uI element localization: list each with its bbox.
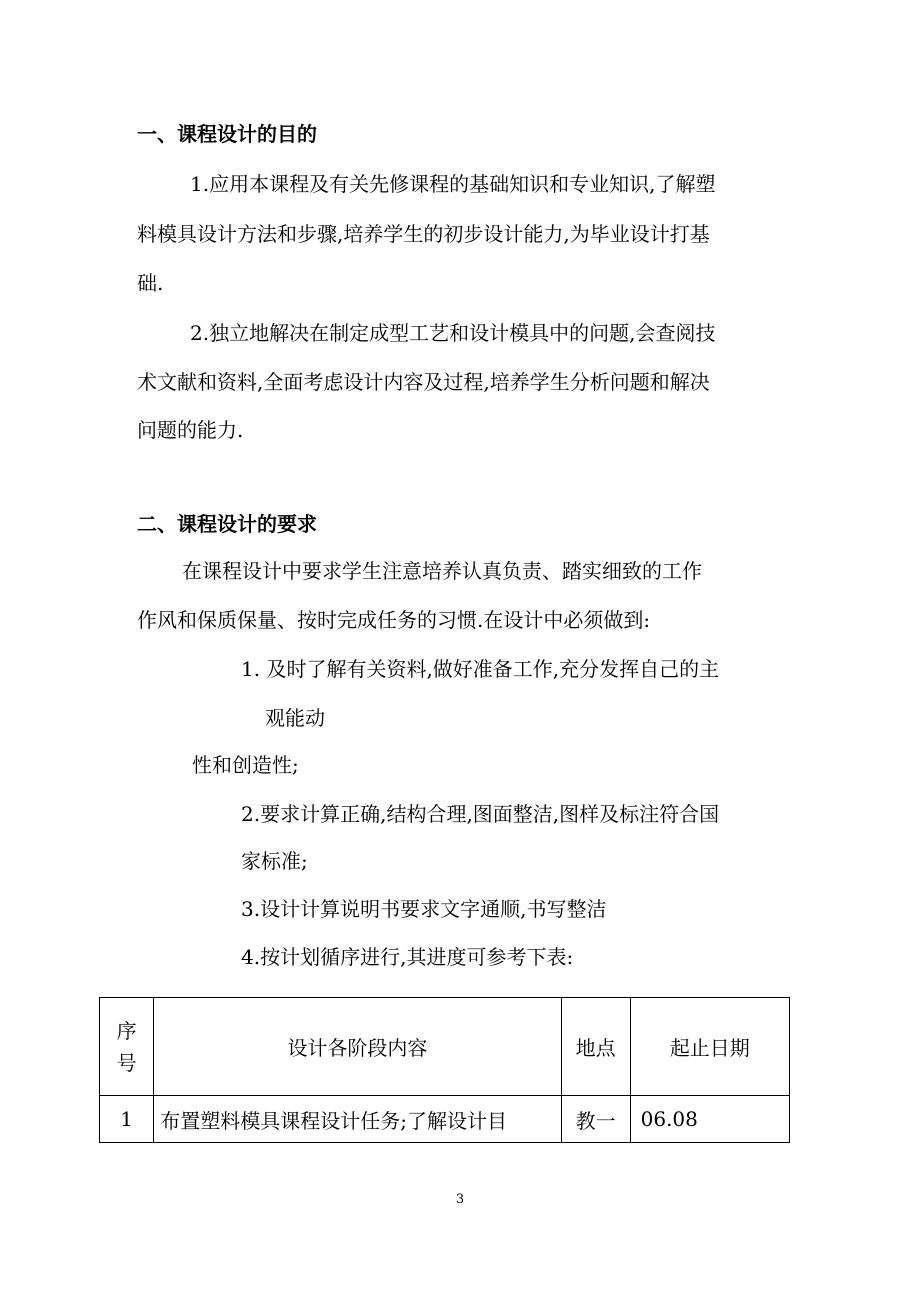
section-1-item-2-line-1: 2.独立地解决在制定成型工艺和设计模具中的问题,会查阅技 (190, 321, 716, 345)
row-date-cell: 06.08 (630, 1096, 789, 1143)
header-content-cell: 设计各阶段内容 (154, 998, 561, 1096)
requirement-1-line-3: 性和创造性; (192, 753, 299, 777)
header-number-line-2: 号 (116, 1050, 137, 1075)
requirement-1-line-1: 1. 及时了解有关资料,做好准备工作,充分发挥自己的主 (241, 657, 720, 681)
section-1-heading: 一、课程设计的目的 (137, 122, 317, 146)
table-header-row (100, 998, 790, 1096)
requirement-1-line-2: 观能动 (265, 706, 325, 730)
table-row (100, 1096, 790, 1143)
section-1-item-1-line-1: 1.应用本课程及有关先修课程的基础知识和专业知识,了解塑 (190, 172, 716, 196)
section-2-heading: 二、课程设计的要求 (137, 512, 317, 536)
section-2-intro-line-2: 作风和保质保量、按时完成任务的习惯.在设计中必须做到: (137, 608, 651, 632)
requirement-4: 4.按计划循序进行,其进度可参考下表: (241, 945, 574, 969)
requirement-2-line-1: 2.要求计算正确,结构合理,图面整洁,图样及标注符合国 (241, 802, 720, 826)
section-1-item-1-line-2: 料模具设计方法和步骤,培养学生的初步设计能力,为毕业设计打基 (137, 222, 710, 246)
section-1-item-2-line-3: 问题的能力. (137, 418, 244, 442)
page-number: 3 (455, 1192, 465, 1207)
section-2-intro-line-1: 在课程设计中要求学生注意培养认真负责、踏实细致的工作 (182, 559, 702, 583)
schedule-table (99, 997, 790, 1143)
row-content-cell: 布置塑料模具课程设计任务;了解设计目 (154, 1096, 561, 1143)
row-number-cell: 1 (100, 1096, 154, 1143)
header-date-cell: 起止日期 (630, 998, 789, 1096)
header-number-cell (100, 998, 154, 1096)
section-1-item-2-line-2: 术文献和资料,全面考虑设计内容及过程,培养学生分析问题和解决 (137, 370, 710, 394)
row-place-cell: 教一 (561, 1096, 630, 1143)
header-place-cell: 地点 (561, 998, 630, 1096)
requirement-2-line-2: 家标准; (241, 849, 308, 873)
header-number-line-1: 序 (116, 1018, 137, 1043)
section-1-item-1-line-3: 础. (137, 271, 164, 295)
requirement-3: 3.设计计算说明书要求文字通顺,书写整洁 (241, 897, 607, 921)
